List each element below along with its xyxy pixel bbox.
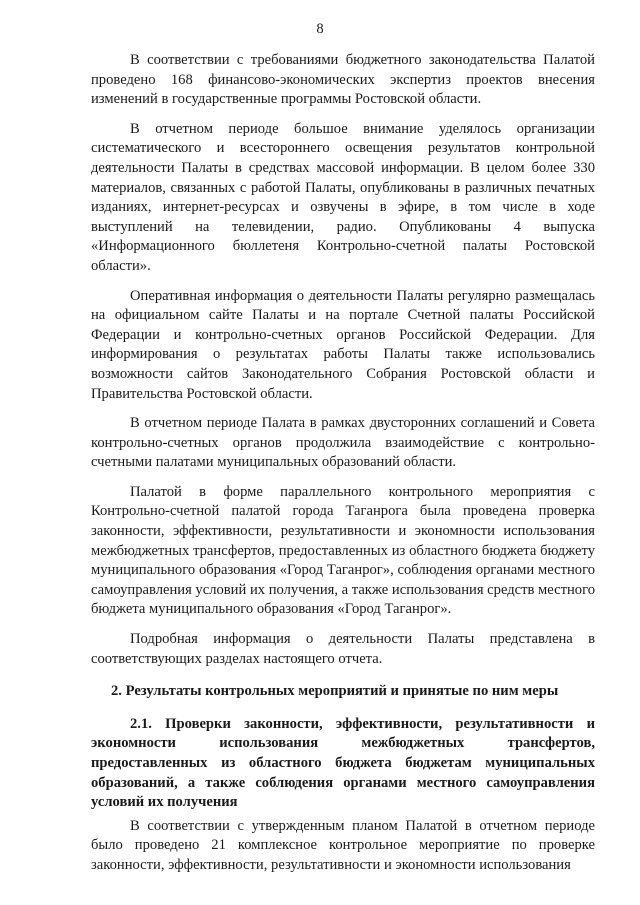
- paragraph-expertises: В соответствии с требованиями бюджетного законодательства Палатой проведено 168 финансово-экономических экспертиз проектов внесения изменений в государственные программы Ростовской области.: [91, 52, 595, 108]
- paragraph-parallel-audit: Палатой в форме параллельного контрольного мероприятия с Контрольно-счетной палатой города Таганрога была проведена проверка законности, эффективности, результативности и экономности использования межбюджетных трансфертов, предоставленных из областного бюджета бюджету муниципального образования «Город Таганрог», соблюдения органами местного самоуправления условий их получения, а также использования средств местного бюджета муниципального образования «Город Таганрог».: [91, 483, 596, 618]
- paragraph-cooperation: В отчетном периоде Палата в рамках двусторонних соглашений и Совета контрольно-счетных органов продолжила взаимодействие с контрольно-счетными палатами муниципальных образований области.: [91, 415, 595, 471]
- paragraph-website-info: Оперативная информация о деятельности Палаты регулярно размещалась на официальном сайте Палаты и на портале Счетной палаты Российской Федерации и контрольно-счетных органов Российской Федерации. Для информирования о результатах работы Палаты также использовались возможности сайтов Законодательного Собрания Ростовской области и Правительства Ростовской области.: [91, 287, 595, 402]
- document-body: [91, 51, 595, 876]
- subsection-heading: 2.1. Проверки законности, эффективности, результативности и экономности использования межбюджетных трансфертов, предоставленных из областного бюджета бюджетам муниципальных образований, а также соблюдения органами местного самоуправления условий их получения: [91, 715, 595, 811]
- page-number: 8: [316, 21, 324, 37]
- paragraph-details-reference: Подробная информация о деятельности Палаты представлена в соответствующих разделах настоящего отчета.: [91, 631, 595, 667]
- paragraph-media-coverage: В отчетном периоде большое внимание уделялось организации систематического и всестороннего освещения результатов контрольной деятельности Палаты в средствах массовой информации. В целом более 330 материалов, связанных с работой Палаты, опубликованы в различных печатных изданиях, интернет-ресурсах и озвучены в эфире, в том числе в ходе выступлений на телевидении, радио. Опубликованы 4 выпуска «Информационного бюллетеня Контрольно-счетной палаты Ростовской области».: [91, 120, 595, 274]
- section-heading: 2. Результаты контрольных мероприятий и принятые по ним меры: [111, 683, 559, 700]
- paragraph-audit-plan: В соответствии с утвержденным планом Палатой в отчетном периоде было проведено 21 комплексное контрольное мероприятие по проверке законности, эффективности, результативности и экономности использования: [91, 817, 595, 873]
